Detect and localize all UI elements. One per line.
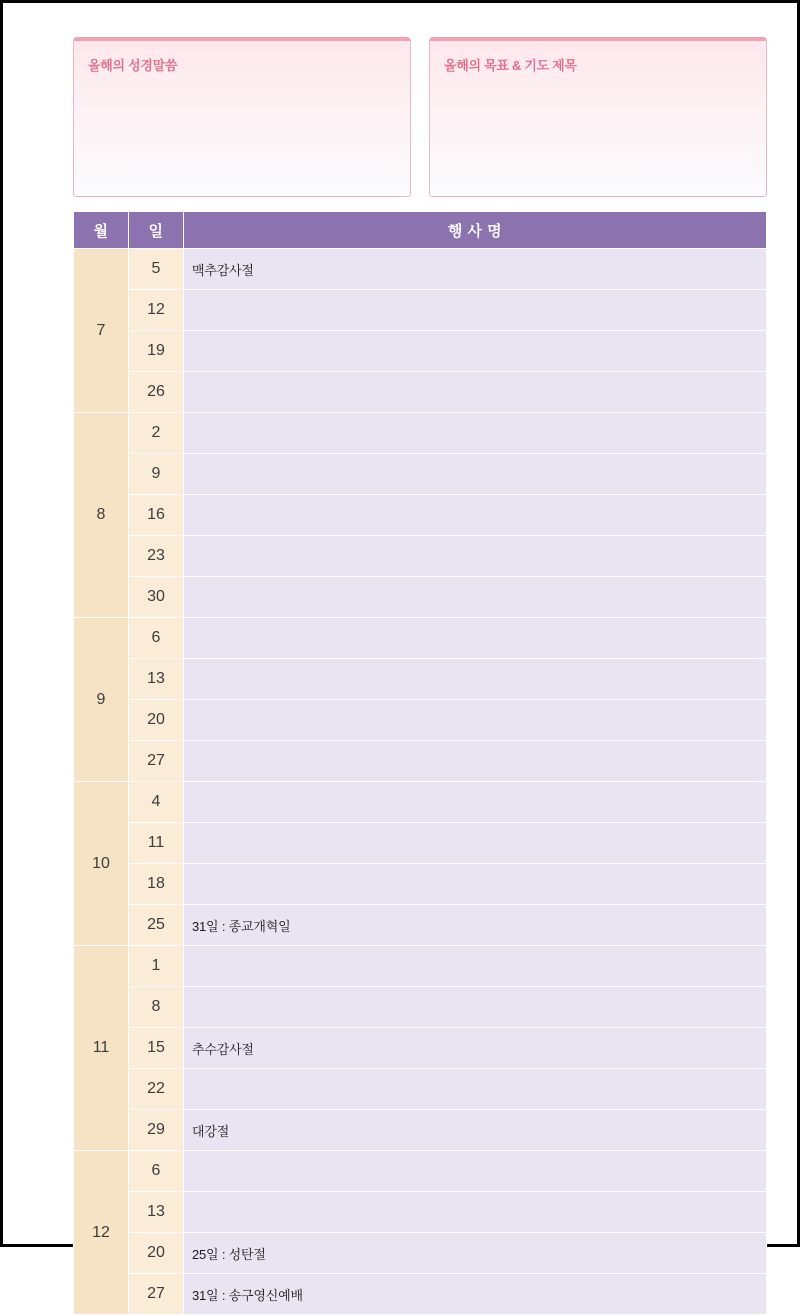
table-row: [74, 1069, 767, 1110]
cell-day: 12: [129, 290, 184, 331]
page-content: [73, 37, 767, 1315]
cell-day: 6: [129, 618, 184, 659]
note-line: [86, 137, 398, 163]
cell-event[interactable]: 추수감사절: [184, 1028, 767, 1069]
table-row: [74, 946, 767, 987]
cell-event[interactable]: [184, 946, 767, 987]
cell-day: 27: [129, 1274, 184, 1315]
column-header-day: 일: [129, 212, 184, 249]
cell-day: 2: [129, 413, 184, 454]
cell-event[interactable]: 25일 : 성탄절: [184, 1233, 767, 1274]
cell-event[interactable]: [184, 577, 767, 618]
cell-day: 29: [129, 1110, 184, 1151]
cell-day: 27: [129, 741, 184, 782]
cell-day: 15: [129, 1028, 184, 1069]
cell-event[interactable]: [184, 536, 767, 577]
cell-day: 8: [129, 987, 184, 1028]
cell-day: 18: [129, 864, 184, 905]
cell-event[interactable]: [184, 454, 767, 495]
cell-event[interactable]: [184, 864, 767, 905]
cell-event[interactable]: [184, 290, 767, 331]
cell-event[interactable]: 31일 : 송구영신예배: [184, 1274, 767, 1315]
cell-day: 13: [129, 1192, 184, 1233]
table-row: [74, 987, 767, 1028]
note-line: [86, 111, 398, 137]
cell-event[interactable]: [184, 782, 767, 823]
cell-day: 20: [129, 700, 184, 741]
cell-month: 11: [74, 946, 129, 1151]
cell-day: 11: [129, 823, 184, 864]
table-row: [74, 782, 767, 823]
table-row: [74, 1110, 767, 1151]
cell-month: 12: [74, 1151, 129, 1315]
cell-event[interactable]: [184, 1192, 767, 1233]
table-body: [74, 249, 767, 1315]
table-row: [74, 249, 767, 290]
table-row: [74, 1192, 767, 1233]
note-title: 올해의 목표 & 기도 제목: [444, 58, 577, 73]
cell-day: 19: [129, 331, 184, 372]
cell-event[interactable]: 31일 : 종교개혁일: [184, 905, 767, 946]
cell-month: 8: [74, 413, 129, 618]
table-row: [74, 372, 767, 413]
cell-event[interactable]: 맥추감사절: [184, 249, 767, 290]
note-writing-area[interactable]: [442, 85, 754, 186]
cell-day: 22: [129, 1069, 184, 1110]
cell-day: 13: [129, 659, 184, 700]
table-row: [74, 290, 767, 331]
table-row: [74, 1233, 767, 1274]
cell-month: 7: [74, 249, 129, 413]
cell-month: 10: [74, 782, 129, 946]
note-writing-area[interactable]: [86, 85, 398, 186]
cell-day: 6: [129, 1151, 184, 1192]
table-row: [74, 577, 767, 618]
note-box-bible-verse[interactable]: [73, 37, 411, 197]
cell-day: 26: [129, 372, 184, 413]
note-line: [442, 137, 754, 163]
cell-event[interactable]: [184, 618, 767, 659]
cell-day: 16: [129, 495, 184, 536]
note-line: [442, 163, 754, 189]
cell-event[interactable]: [184, 1151, 767, 1192]
cell-day: 5: [129, 249, 184, 290]
table-row: [74, 905, 767, 946]
table-row: [74, 331, 767, 372]
cell-event[interactable]: [184, 700, 767, 741]
table-row: [74, 823, 767, 864]
note-title: 올해의 성경말씀: [88, 58, 178, 73]
cell-event[interactable]: [184, 331, 767, 372]
cell-event[interactable]: [184, 1069, 767, 1110]
table-row: [74, 413, 767, 454]
table-row: [74, 1151, 767, 1192]
table-row: [74, 454, 767, 495]
table-header: [74, 212, 767, 249]
column-header-event: 행 사 명: [184, 212, 767, 249]
cell-event[interactable]: [184, 741, 767, 782]
cell-day: 30: [129, 577, 184, 618]
cell-month: 9: [74, 618, 129, 782]
cell-day: 1: [129, 946, 184, 987]
table-row: [74, 864, 767, 905]
cell-event[interactable]: [184, 987, 767, 1028]
cell-event[interactable]: [184, 413, 767, 454]
cell-event[interactable]: 대강절: [184, 1110, 767, 1151]
cell-event[interactable]: [184, 495, 767, 536]
table-row: [74, 659, 767, 700]
cell-day: 9: [129, 454, 184, 495]
table-row: [74, 1028, 767, 1069]
cell-day: 4: [129, 782, 184, 823]
schedule-table: [73, 211, 767, 1315]
table-row: [74, 700, 767, 741]
table-row: [74, 618, 767, 659]
table-row: [74, 495, 767, 536]
cell-day: 25: [129, 905, 184, 946]
table-row: [74, 536, 767, 577]
notes-row: [73, 37, 767, 197]
column-header-month: 월: [74, 212, 129, 249]
note-box-goals-prayer[interactable]: [429, 37, 767, 197]
table-row: [74, 1274, 767, 1315]
cell-event[interactable]: [184, 372, 767, 413]
note-line: [86, 85, 398, 111]
cell-event[interactable]: [184, 823, 767, 864]
cell-day: 23: [129, 536, 184, 577]
table-row: [74, 741, 767, 782]
cell-day: 20: [129, 1233, 184, 1274]
table-header-row: [74, 212, 767, 249]
note-line: [442, 111, 754, 137]
note-line: [86, 163, 398, 189]
cell-event[interactable]: [184, 659, 767, 700]
note-line: [442, 85, 754, 111]
